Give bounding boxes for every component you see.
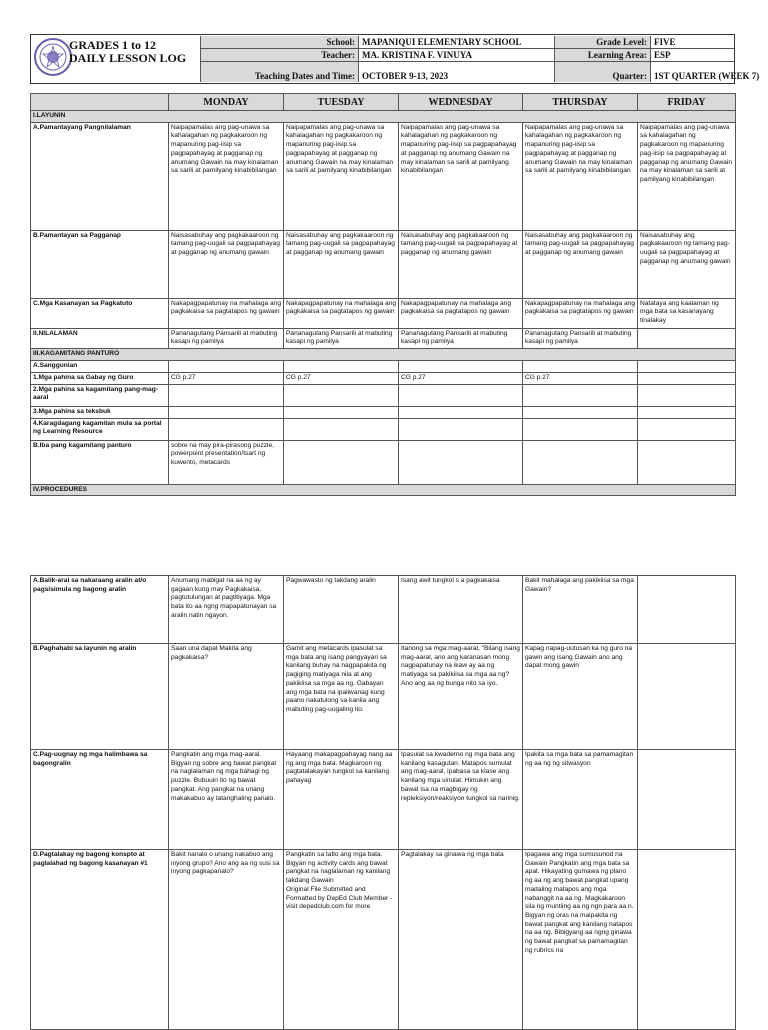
day-cell-thursday: CG p.27 <box>523 372 638 384</box>
day-cell-wednesday: Naisasabuhay ang pagkakaaroon ng tamang pag-uugali sa pagpapahayag at pagganap ng anumang gawain <box>399 230 523 298</box>
day-cell-tuesday: Hayaang makapagpahayag nang aa ng ang mga bata. Magkaroon ng pagtatalakayan tungkol sa kanilang pahayag <box>284 750 399 850</box>
row-label: B.Iba pang kagamitang panturo <box>31 440 169 484</box>
day-cell-friday <box>638 384 736 406</box>
section-heading: III.KAGAMITANG PANTURO <box>31 349 736 361</box>
day-cell-thursday: Naisasabuhay ang pagkakaaroon ng tamang pag-uugali sa pagpapahayag at pagganap ng anumang gawain <box>523 230 638 298</box>
title-block <box>31 35 199 83</box>
section-heading: IV.PROCEDURES <box>31 484 736 496</box>
table-row <box>31 644 736 750</box>
day-cell-tuesday <box>284 418 399 440</box>
day-cell-friday <box>638 644 736 750</box>
day-cell-monday: Bakit nanalo o unang nakabuo ang inyong grupo? Ano ang aa ng susi sa inyong pagkapanalo? <box>169 850 284 1030</box>
day-cell-thursday: Pananagutang Pansarili at mabuting kasapi ng pamilya <box>523 328 638 348</box>
day-cell-friday <box>638 576 736 644</box>
day-cell-thursday <box>523 406 638 418</box>
document-title <box>69 39 186 65</box>
row-label: C.Mga Kasanayan sa Pagkatuto <box>31 298 169 328</box>
day-cell-wednesday: Pananagutang Pansarili at mabuting kasapi ng pamilya <box>399 328 523 348</box>
day-cell-thursday <box>523 384 638 406</box>
day-cell-monday: Pananagutang Pansarili at mabuting kasapi ng pamilya <box>169 328 284 348</box>
row-label: D.Pagtalakay ng bagong konspto at paglalahad ng bagong kasanayan #1 <box>31 850 169 1030</box>
day-cell-monday <box>169 418 284 440</box>
row-label: A.Pamantayang Pangnilalaman <box>31 122 169 230</box>
day-header: FRIDAY <box>638 94 736 111</box>
header-row-school <box>200 36 735 49</box>
day-cell-tuesday <box>284 406 399 418</box>
day-cell-thursday: Bakit mahalaga ang pakikiisa sa mga Gawain? <box>523 576 638 644</box>
row-label: 1.Mga pahina sa Gabay ng Guro <box>31 372 169 384</box>
day-cell-friday <box>638 328 736 348</box>
teacher-label: Teacher: <box>200 49 358 61</box>
day-cell-friday: Naisasabuhay ang pagkakaaroon ng tamang pag-uugali sa pagpapahayag at pagganap ng anumang gawain <box>638 230 736 298</box>
day-cell-friday <box>638 360 736 372</box>
day-cell-thursday: Naipapamalas ang pag-unawa sa kahalagahan ng pagkakaroon ng mapanuring pag-iisip sa pagpapahayag at pagganap ng anumang Gawain na may kinalaman sa sarili at pamilyang kinabibilangan <box>523 122 638 230</box>
day-cell-monday: CG p.27 <box>169 372 284 384</box>
table-row <box>31 122 736 230</box>
day-cell-monday: Pangkatin ang mga mag-aaral. Bigyan ng sobre ang bawat pangkat na naglalaman ng mga bahagi ng puzzle. Bubuuin ito ng bawat pangkat. Ang pangkat na unang makakabuo ay tatanghaling panalo. <box>169 750 284 850</box>
title-line-2: DAILY LESSON LOG <box>69 51 187 65</box>
grade-level-label: Grade Level: <box>554 36 650 48</box>
day-cell-tuesday: Nakapagpapatunay na mahalaga ang pagkakaisa sa pagtatapos ng gawain <box>284 298 399 328</box>
day-header-row <box>31 94 736 111</box>
day-cell-tuesday: Pangkatin sa tatlo ang mga bata. Bigyan ng activity cards ang bawat pangkat na naglalaman ng kanilang takdang Gawain Original File Submitted and Formatted by DepEd Club Member - visit depedclub.com for more <box>284 850 399 1030</box>
row-label: 4.Karagdagang kagamitan mula sa portal ng Learning Resource <box>31 418 169 440</box>
day-cell-monday: Nakapagpapatunay na mahalaga ang pagkakaisa sa pagtatapos ng gawain <box>169 298 284 328</box>
day-cell-thursday <box>523 360 638 372</box>
day-cell-thursday: Ipakita sa mga bata sa pamamagitan ng aa ng ng sitwasyon <box>523 750 638 850</box>
day-cell-wednesday <box>399 406 523 418</box>
teacher-value: MA. KRISTINA F. VINUYA <box>358 49 554 61</box>
day-cell-wednesday: Nakapagpapatunay na mahalaga ang pagkakaisa sa pagtatapos ng gawain <box>399 298 523 328</box>
corner-cell <box>31 94 169 111</box>
table-row <box>31 750 736 850</box>
table-row <box>31 576 736 644</box>
day-cell-monday <box>169 406 284 418</box>
grade-level-value: FIVE <box>650 36 735 48</box>
table-row <box>31 328 736 348</box>
table-row <box>31 406 736 418</box>
table-row <box>31 360 736 372</box>
day-cell-tuesday <box>284 360 399 372</box>
section-row <box>31 349 736 361</box>
table-row <box>31 440 736 484</box>
day-cell-monday: Naipapamalas ang pag-unawa sa kahalagahan ng pagkakaroon ng mapanuring pag-iisip sa pagpapahayag at pagganap ng anumang Gawain na may kinalaman sa sarili at pamilyang kinabibilangan <box>169 122 284 230</box>
title-line-1: GRADES 1 to 12 <box>69 38 157 52</box>
quarter-label: Quarter: <box>554 62 650 82</box>
table-row <box>31 230 736 298</box>
row-label: A.Sanggunian <box>31 360 169 372</box>
row-label: 3.Mga pahina sa teksbuk <box>31 406 169 418</box>
day-cell-tuesday <box>284 440 399 484</box>
day-cell-monday: sobre na may pira-pirasong puzzle, powerpoint presentation/tsart ng kuwento, metacards <box>169 440 284 484</box>
day-cell-monday: Saan una dapat Makita ang pagkakaisa? <box>169 644 284 750</box>
day-cell-thursday <box>523 418 638 440</box>
table-row <box>31 372 736 384</box>
day-cell-tuesday <box>284 384 399 406</box>
learning-area-value: ESP <box>650 49 735 61</box>
day-cell-friday <box>638 406 736 418</box>
row-label: A.Balik-aral sa nakaraang aralin at/o pagsisimula ng bagong aralin <box>31 576 169 644</box>
day-cell-friday: Naipapamalas ang pag-unawa sa kahalagahan ng pagkakaroon ng mapanuring pag-iisip sa pagpapahayag at pagganap ng anumang Gawain na may kinalaman sa sarili at pamilyang kinabibilangan <box>638 122 736 230</box>
teaching-dates-label: Teaching Dates and Time: <box>200 62 358 82</box>
row-label: C.Pag-uugnay ng mga halimbawa sa bagongralin <box>31 750 169 850</box>
day-cell-wednesday: Isang awit tungkol s a pagkakaisa <box>399 576 523 644</box>
quarter-value: 1ST QUARTER (WEEK 7) <box>650 62 735 82</box>
day-cell-thursday <box>523 440 638 484</box>
day-cell-wednesday: Itanong sa mga mag-aaral, "Bilang isang mag-aaral, ano ang karanasan mong nagpapatunay na ikaw ay aa ng matiyaga sa pakikiisa sa mga aa ng? Ano ang aa ng bunga nito sa iyo. <box>399 644 523 750</box>
section-heading: I.LAYUNIN <box>31 111 736 123</box>
row-label: B.Pamantayan sa Pagganap <box>31 230 169 298</box>
day-cell-monday: Naisasabuhay ang pagkakaaroon ng tamang pag-uugali sa pagpapahayag at pagganap ng anumang gawain <box>169 230 284 298</box>
day-cell-thursday: Ipagawa ang mga sumusunod na Gawain Pangkatin ang mga bata sa apat. Hikayating gumawa ng plano ng aa ng ang bawat pangkat upang madaling matapos ang mga nabanggit na aa ng. Magkakaroon sila ng muntiing aa ng ngn para aa n. Bigyan ng oras na maipakita ng bawat pangkat ang kanilang natapos na aa ng. Bibigyang aa ngng ginawa ng bawat pangkat sa pamamagitan ng rubrics na <box>523 850 638 1030</box>
day-cell-monday <box>169 360 284 372</box>
day-cell-tuesday: Naisasabuhay ang pagkakaaroon ng tamang pag-uugali sa pagpapahayag at pagganap ng anumang gawain <box>284 230 399 298</box>
row-label: 2.Mga pahina sa kagamitang pang-mag-aaral <box>31 384 169 406</box>
table-row <box>31 298 736 328</box>
header-row-dates <box>200 62 760 82</box>
day-cell-wednesday: Ipasulat sa kwaderno ng mga bata ang kanilang kasagutan. Matapos sumulat ang mag-aaral, ipabasa sa klase ang kanilang mga sinulat. Himukin ang bawat isa na magbigay ng repleksiyon/reaksiyon tungkol sa narinig. <box>399 750 523 850</box>
day-cell-friday <box>638 372 736 384</box>
day-cell-wednesday <box>399 440 523 484</box>
day-cell-friday <box>638 440 736 484</box>
day-header: MONDAY <box>169 94 284 111</box>
day-cell-tuesday: Naipapamalas ang pag-unawa sa kahalagahan ng pagkakaroon ng mapanuring pag-iisip sa pagpapahayag at pagganap ng anumang Gawain na may kinalaman sa sarili at pamilyang kinabibilangan <box>284 122 399 230</box>
day-cell-friday: Natataya ang kaalaman ng mga bata sa kasanayang tinalakay <box>638 298 736 328</box>
table-row <box>31 384 736 406</box>
header-row-teacher <box>200 49 735 62</box>
table-row <box>31 418 736 440</box>
lesson-table-part-2 <box>30 575 736 1030</box>
day-cell-wednesday <box>399 418 523 440</box>
day-cell-wednesday: Pagtalakay sa ginawa ng mga bata <box>399 850 523 1030</box>
section-row <box>31 484 736 496</box>
day-header: THURSDAY <box>523 94 638 111</box>
day-cell-wednesday <box>399 360 523 372</box>
day-cell-monday <box>169 384 284 406</box>
day-cell-wednesday: Naipapamalas ang pag-unawa sa kahalagahan ng pagkakaroon ng mapanuring pag-iisip sa pagpapahayag at pagganap ng anumang Gawain na may kinalaman sa sarili at pamilyang kinabibilangan <box>399 122 523 230</box>
row-label: II.NILALAMAN <box>31 328 169 348</box>
header-info-grid <box>200 35 760 83</box>
day-header: TUESDAY <box>284 94 399 111</box>
school-label: School: <box>200 36 358 48</box>
day-cell-friday <box>638 850 736 1030</box>
day-cell-thursday: Kapag napag-uutusan ka ng guro na gawin ang isang Gawain ano ang dapat mong gawin <box>523 644 638 750</box>
teaching-dates-value: OCTOBER 9-13, 2023 <box>358 62 554 82</box>
day-cell-wednesday <box>399 384 523 406</box>
deped-seal-icon <box>33 37 73 77</box>
lesson-log-header <box>30 34 760 84</box>
day-cell-tuesday: Pagwawasto ng takdang aralin <box>284 576 399 644</box>
day-cell-wednesday: CG p.27 <box>399 372 523 384</box>
day-cell-friday <box>638 750 736 850</box>
day-cell-friday <box>638 418 736 440</box>
day-cell-monday: Anumang mabigat na aa ng ay gagaan kung may Pagkakaisa, pagtutulungan at pagtitiyaga. Mga bata ito aa ngng mapapatunayan sa aralin natin ngayon. <box>169 576 284 644</box>
day-cell-tuesday: CG p.27 <box>284 372 399 384</box>
school-value: MAPANIQUI ELEMENTARY SCHOOL <box>358 36 554 48</box>
day-cell-tuesday: Gamit ang metacards ipasulat sa mga bata ang isang pangyayari sa kanilang buhay na nagpapakita ng pagiging matiyaga nila at ang pakikiisa sa mga aa ng. Gabayan ang mga bata na ipaliwanag kung paano nakatulong sa kanila ang mabuting pag-uugaling ito. <box>284 644 399 750</box>
learning-area-label: Learning Area: <box>554 49 650 61</box>
lesson-table-part-1 <box>30 93 736 496</box>
section-row <box>31 111 736 123</box>
row-label: B.Paghahabi sa layunin ng aralin <box>31 644 169 750</box>
day-header: WEDNESDAY <box>399 94 523 111</box>
table-row <box>31 850 736 1030</box>
day-cell-tuesday: Pananagutang Pansarili at mabuting kasapi ng pamilya <box>284 328 399 348</box>
day-cell-thursday: Nakapagpapatunay na mahalaga ang pagkakaisa sa pagtatapos ng gawain <box>523 298 638 328</box>
